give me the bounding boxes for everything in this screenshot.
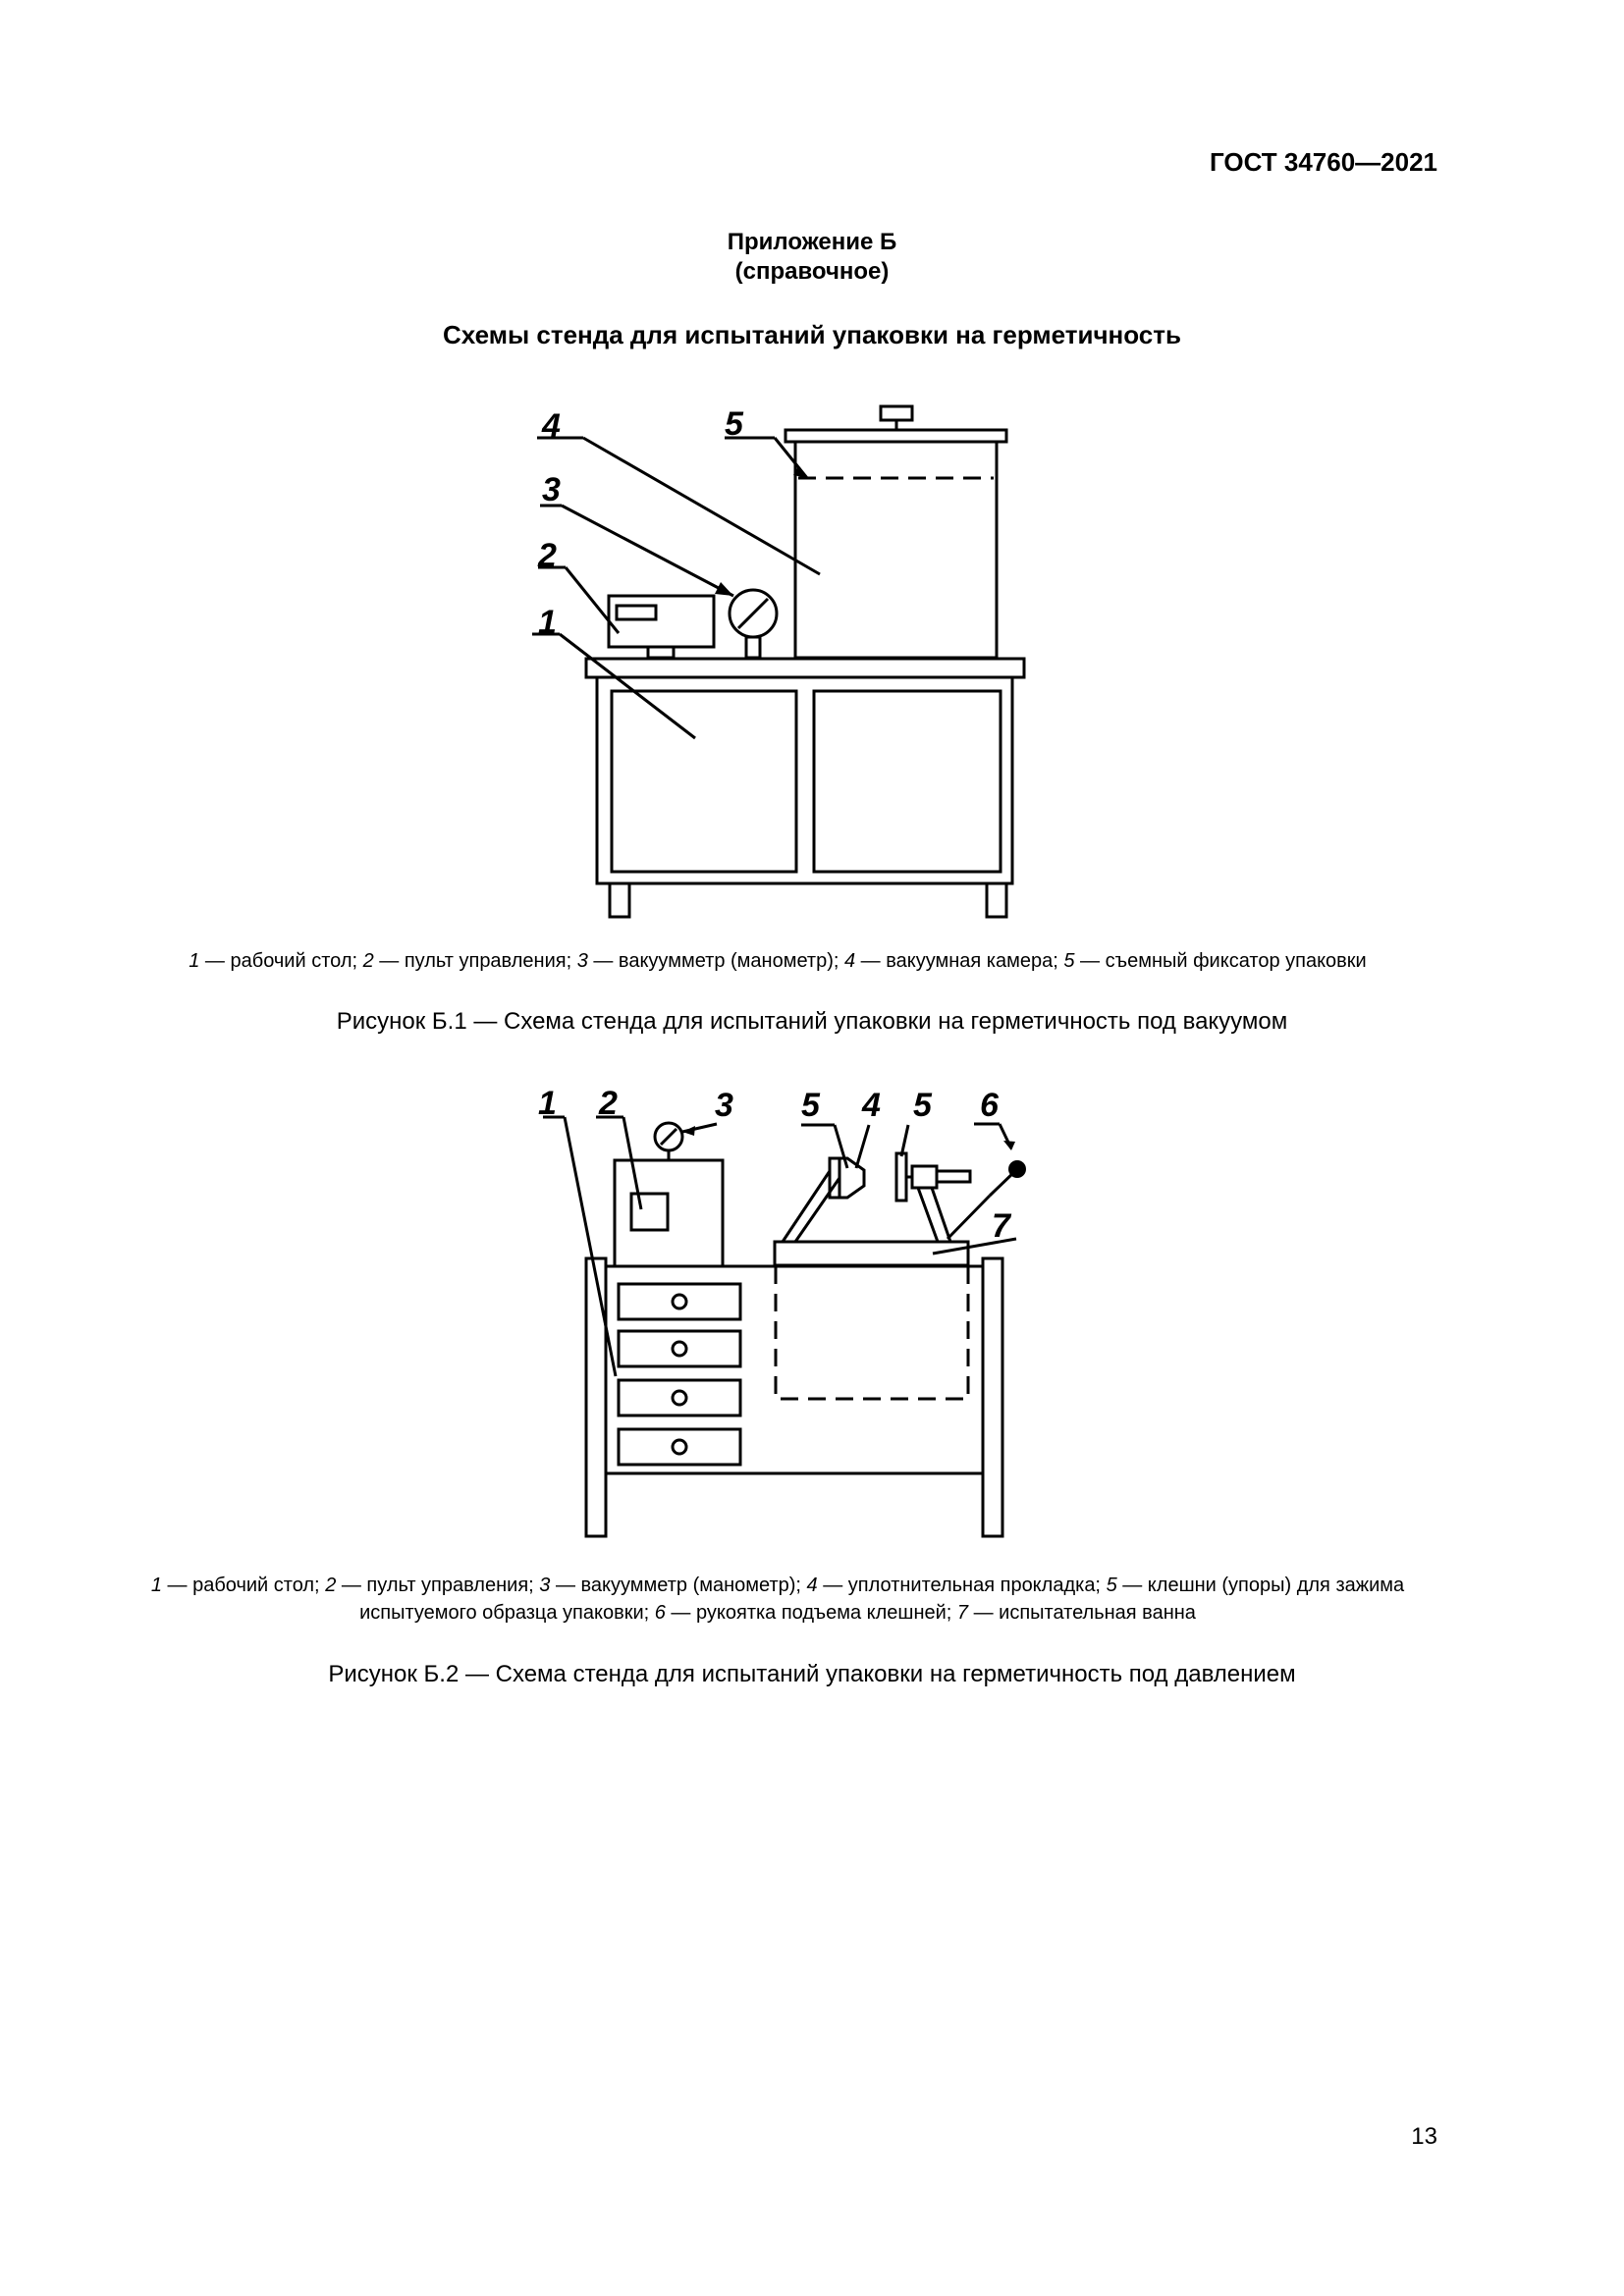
- figure-1-diagram: [0, 0, 1624, 942]
- figure-2-caption: Рисунок Б.2 — Схема стенда для испытаний упаковки на герметичность под давлением: [328, 1661, 1296, 1687]
- appendix-title: Приложение Б: [727, 229, 897, 255]
- section-title: Схемы стенда для испытаний упаковки на герметичность: [443, 320, 1181, 349]
- table-body: [606, 1266, 983, 1473]
- figure-1-caption: Рисунок Б.1 — Схема стенда для испытаний упаковки на герметичность под вакуумом: [336, 1008, 1288, 1035]
- callout-5b: 5: [913, 1087, 932, 1124]
- test-bath: [776, 1266, 968, 1399]
- table-right-leg: [983, 1258, 1002, 1536]
- figure-2-diagram: [0, 1060, 1624, 1571]
- callout-4: 4: [862, 1087, 881, 1124]
- vacuum-chamber: [795, 442, 997, 658]
- callout-5: 5: [801, 1087, 820, 1124]
- callout-3: 3: [715, 1087, 733, 1124]
- callout-1: 1: [538, 1085, 557, 1122]
- callout-1: 1: [538, 604, 557, 641]
- table-left-leg: [586, 1258, 606, 1536]
- table-body: [597, 677, 1012, 883]
- chamber-lid: [785, 430, 1006, 442]
- callout-3: 3: [542, 471, 561, 508]
- standard-number: ГОСТ 34760—2021: [1210, 147, 1437, 177]
- callout-5: 5: [725, 405, 743, 443]
- callout-4: 4: [542, 407, 561, 445]
- lid-knob: [881, 406, 912, 420]
- callout-7: 7: [992, 1207, 1010, 1245]
- figure-1-legend: 1 — рабочий стол; 2 — пульт управления; 3 — вакуумметр (манометр); 4 — вакуумная камера; 5 — съемный фиксатор упаковки: [189, 950, 1367, 972]
- figure-2-legend: 1 — рабочий стол; 2 — пульт управления; 3 — вакуумметр (манометр); 4 — уплотнительная прокладка; 5 — клешни (упоры) для зажима испытуемого образца упаковки; 6 — рукоятка подъема клешней; 7 — испытательная ванна: [150, 1575, 1405, 1624]
- callout-2: 2: [599, 1085, 618, 1122]
- table-top: [586, 659, 1024, 677]
- callout-2: 2: [538, 537, 557, 574]
- callout-6: 6: [980, 1087, 999, 1124]
- lift-handle: [947, 1196, 990, 1239]
- appendix-subtitle: (справочное): [734, 258, 890, 285]
- page-number: 13: [1411, 2123, 1437, 2150]
- clamp-right: [896, 1153, 906, 1201]
- control-panel: [609, 596, 714, 647]
